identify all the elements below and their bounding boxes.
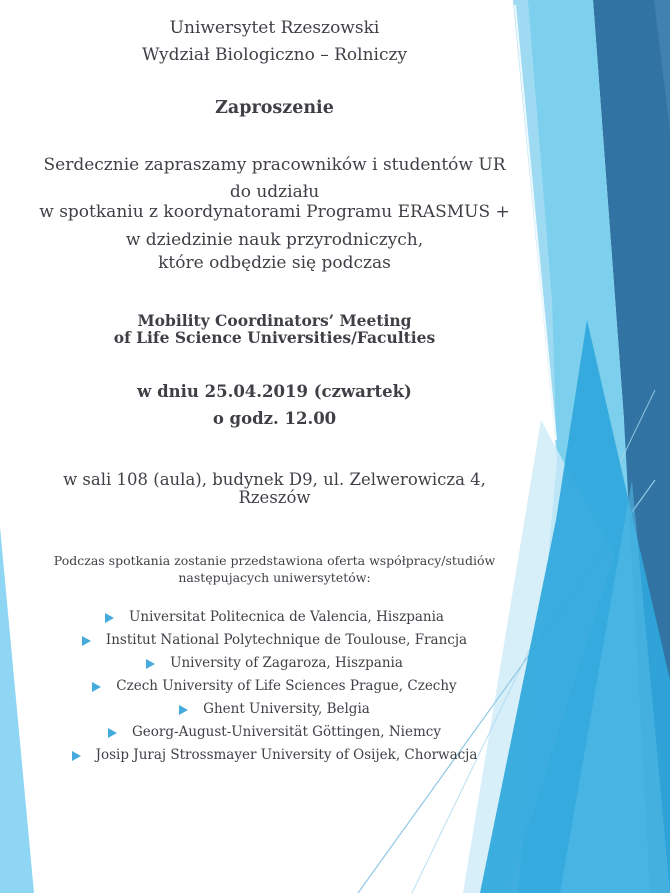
offer-note-line-1: Podczas spotkania zostanie przedstawiona oferta współpracy/studiów xyxy=(53,553,496,568)
intro-line-5: które odbędzie się podczas xyxy=(158,253,391,273)
bullet-triangle-icon xyxy=(105,613,114,623)
university-label: University of Zagaroza, Hiszpania xyxy=(170,655,403,671)
meeting-title xyxy=(2,312,547,346)
list-item xyxy=(2,675,547,698)
date-line: w dniu 25.04.2019 (czwartek) xyxy=(137,382,412,401)
offer-note xyxy=(2,552,547,586)
time-line: o godz. 12.00 xyxy=(212,409,337,428)
list-item xyxy=(2,698,547,721)
university-label: Universitat Politecnica de Valencia, Hiszpania xyxy=(129,609,444,625)
bullet-triangle-icon xyxy=(92,682,101,692)
university-label: Czech University of Life Sciences Prague, Czechy xyxy=(116,678,457,694)
intro-line-3: w spotkaniu z koordynatorami Programu ERASMUS + xyxy=(39,202,510,222)
meeting-title-line-1: Mobility Coordinators’ Meeting xyxy=(137,311,412,330)
bullet-triangle-icon xyxy=(146,659,155,669)
meeting-title-line-2: of Life Science Universities/Faculties xyxy=(113,328,436,347)
list-item xyxy=(2,652,547,675)
list-item xyxy=(2,629,547,652)
offer-note-line-2: następujacych uniwersytetów: xyxy=(178,570,371,585)
list-item xyxy=(2,721,547,744)
bullet-triangle-icon xyxy=(179,705,188,715)
venue-line-2: Rzeszów xyxy=(238,487,311,507)
bullet-triangle-icon xyxy=(82,636,91,646)
university-label: Institut National Polytechnique de Toulouse, Francja xyxy=(105,632,468,648)
slide-title: Zaproszenie xyxy=(215,98,334,118)
universities-list xyxy=(2,606,547,767)
list-item xyxy=(2,606,547,629)
university-label: Georg-August-Universität Göttingen, Niemcy xyxy=(132,724,441,740)
venue-line-1: w sali 108 (aula), budynek D9, ul. Zelwerowicza 4, xyxy=(63,470,486,489)
university-name: Uniwersytet Rzeszowski xyxy=(169,18,380,38)
intro-line-2: do udziału xyxy=(229,182,320,202)
intro-line-4: w dziedzinie nauk przyrodniczych, xyxy=(125,230,424,250)
bullet-triangle-icon xyxy=(72,751,81,761)
faculty-name: Wydział Biologiczno – Rolniczy xyxy=(141,45,408,65)
list-item xyxy=(2,744,547,767)
bullet-triangle-icon xyxy=(108,728,117,738)
venue xyxy=(2,471,547,506)
university-label: Ghent University, Belgia xyxy=(203,701,370,717)
intro-line-1: Serdecznie zapraszamy pracowników i studentów UR xyxy=(43,155,506,175)
university-label: Josip Juraj Strossmayer University of Osijek, Chorwacja xyxy=(95,747,478,763)
